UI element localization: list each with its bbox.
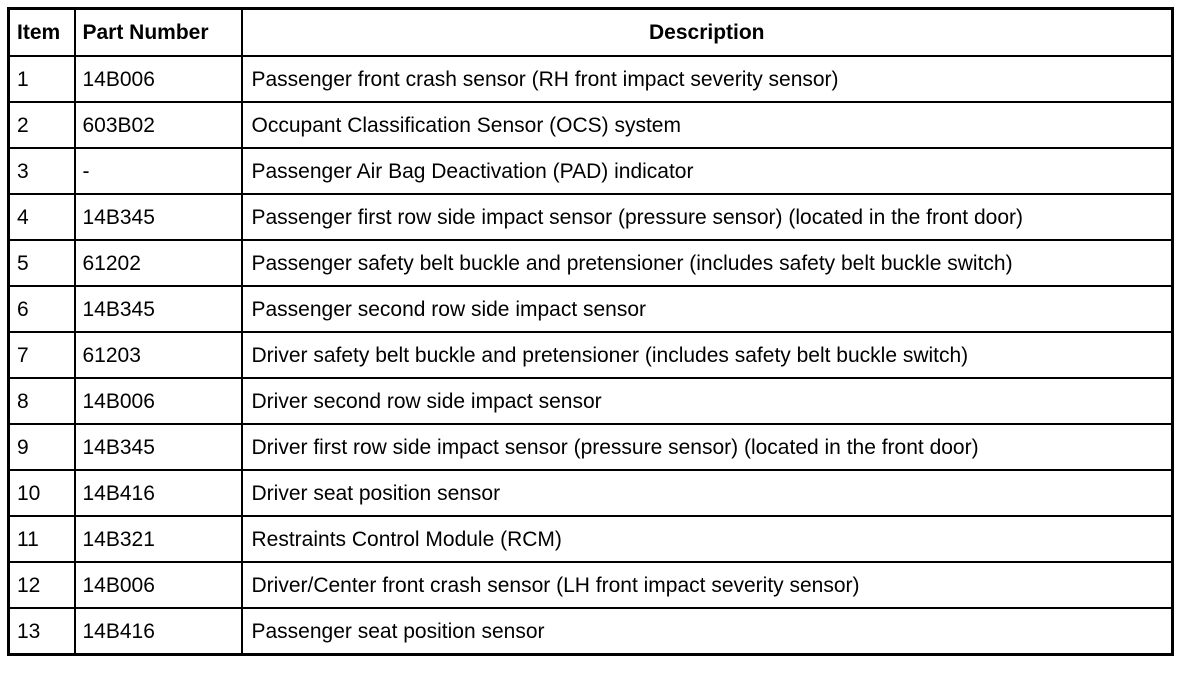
item-cell: 2 (9, 102, 75, 148)
item-cell: 11 (9, 516, 75, 562)
table-row (9, 102, 1173, 148)
description-cell: Passenger first row side impact sensor (pressure sensor) (located in the front door) (242, 194, 1173, 240)
part-number-cell: 14B006 (75, 562, 242, 608)
table-row (9, 56, 1173, 102)
description-cell: Driver/Center front crash sensor (LH front impact severity sensor) (242, 562, 1173, 608)
part-number-cell: 14B345 (75, 424, 242, 470)
item-cell: 6 (9, 286, 75, 332)
part-number-cell: 14B321 (75, 516, 242, 562)
description-cell: Passenger Air Bag Deactivation (PAD) indicator (242, 148, 1173, 194)
item-cell: 4 (9, 194, 75, 240)
item-cell: 12 (9, 562, 75, 608)
table-row (9, 240, 1173, 286)
description-column-header: Description (242, 9, 1173, 57)
part-number-cell: 14B416 (75, 608, 242, 655)
table-row (9, 470, 1173, 516)
description-cell: Driver first row side impact sensor (pressure sensor) (located in the front door) (242, 424, 1173, 470)
part-number-cell: 14B006 (75, 56, 242, 102)
item-column-header: Item (9, 9, 75, 57)
description-cell: Driver seat position sensor (242, 470, 1173, 516)
part-number-cell: 14B006 (75, 378, 242, 424)
description-cell: Passenger second row side impact sensor (242, 286, 1173, 332)
description-cell: Driver second row side impact sensor (242, 378, 1173, 424)
table-row (9, 608, 1173, 655)
table-row (9, 286, 1173, 332)
item-cell: 7 (9, 332, 75, 378)
item-cell: 1 (9, 56, 75, 102)
item-cell: 13 (9, 608, 75, 655)
part-number-cell: - (75, 148, 242, 194)
part-number-column-header: Part Number (75, 9, 242, 57)
table-row (9, 378, 1173, 424)
part-number-cell: 603B02 (75, 102, 242, 148)
table-row (9, 148, 1173, 194)
item-cell: 8 (9, 378, 75, 424)
item-cell: 9 (9, 424, 75, 470)
table-row (9, 332, 1173, 378)
header-row (9, 9, 1173, 57)
table-body (9, 56, 1173, 655)
table-row (9, 562, 1173, 608)
item-cell: 10 (9, 470, 75, 516)
description-cell: Restraints Control Module (RCM) (242, 516, 1173, 562)
part-number-cell: 14B345 (75, 194, 242, 240)
description-cell: Occupant Classification Sensor (OCS) system (242, 102, 1173, 148)
parts-table (7, 7, 1174, 656)
table-row (9, 516, 1173, 562)
item-cell: 5 (9, 240, 75, 286)
description-cell: Passenger safety belt buckle and pretensioner (includes safety belt buckle switch) (242, 240, 1173, 286)
part-number-cell: 61203 (75, 332, 242, 378)
part-number-cell: 14B345 (75, 286, 242, 332)
table-row (9, 424, 1173, 470)
description-cell: Driver safety belt buckle and pretensioner (includes safety belt buckle switch) (242, 332, 1173, 378)
description-cell: Passenger front crash sensor (RH front impact severity sensor) (242, 56, 1173, 102)
part-number-cell: 14B416 (75, 470, 242, 516)
description-cell: Passenger seat position sensor (242, 608, 1173, 655)
table-row (9, 194, 1173, 240)
item-cell: 3 (9, 148, 75, 194)
part-number-cell: 61202 (75, 240, 242, 286)
